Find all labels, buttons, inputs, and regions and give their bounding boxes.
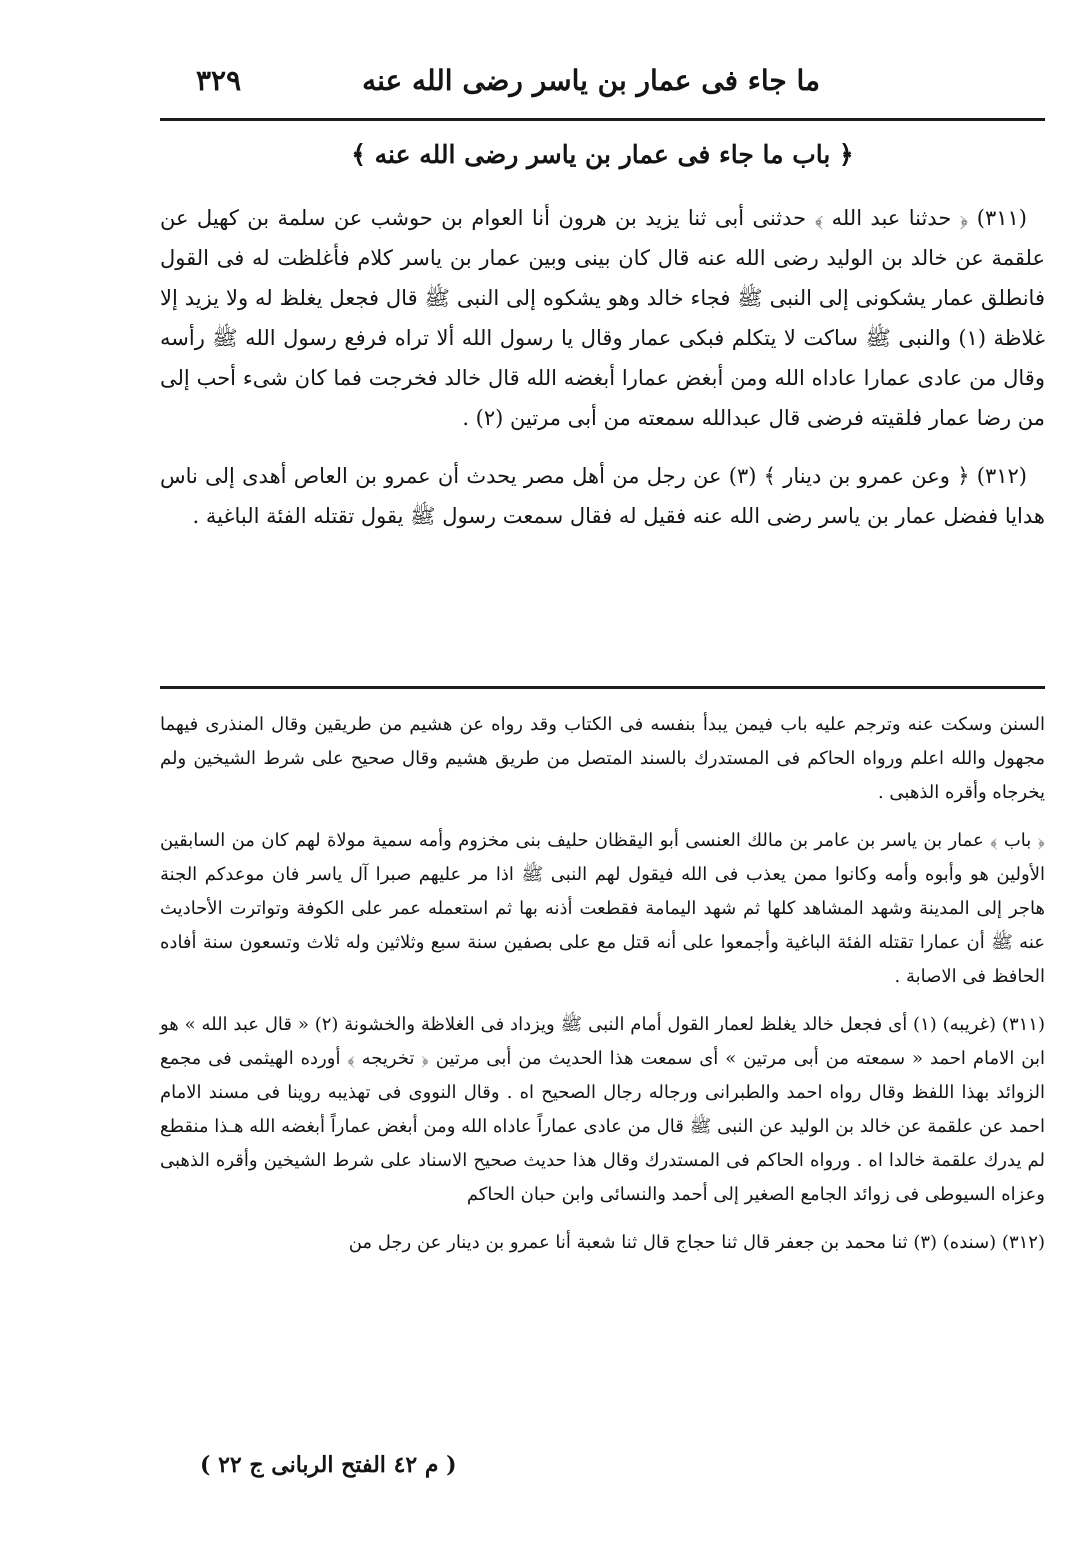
- footnotes: [160, 708, 1045, 1260]
- footnote-312: (٣١٢) (سنده) (٣) ثنا محمد بن جعفر قال ثنا حجاج قال ثنا شعبة أنا عمرو بن دينار عن رجل من: [348, 1232, 1045, 1253]
- chapter-title: ﴿ باب ما جاء فى عمار بن ياسر رضى الله عنه ﴾: [351, 140, 854, 169]
- footnote-311: (٣١١) (غريبه) (١) أى فجعل خالد يغلظ لعمار القول أمام النبى ﷺ ويزداد فى الغلاظة والخشونة (٢) « قال عبد الله » هو ابن الامام احمد « سمعته من أبى مرتين » أى سمعت هذا الحديث من أبى مرتين ﴿ تخريجه ﴾ أورده الهيثمى فى مجمع الزوائد بهذا اللفظ وقال رواه احمد والطبرانى ورجاله رجال الصحيح اه . وقال النووى فى تهذيبه روينا فى مسند الامام احمد عن علقمة عن خالد بن الوليد عن النبى ﷺ قال من عادى عماراً عاداه الله ومن أبغض عماراً أبغضه الله هـذا منقطع لم يدرك علقمة خالدا اه . ورواه الحاكم فى المستدرك وقال هذا حديث صحيح الاسناد على شرط الشيخين وأقره الذهبى وعزاه السيوطى فى زوائد الجامع الصغير إلى أحمد والنسائى وابن حبان الحاكم: [160, 1014, 1045, 1205]
- page-header: [160, 60, 1040, 110]
- main-text: [160, 198, 1045, 536]
- printer-signature: ( م ٤٢ الفتح الربانى ج ٢٢ ): [200, 1452, 457, 1478]
- footnote-bab-ammar: ﴿ باب ﴾ عمار بن ياسر بن عامر بن مالك العنسى أبو اليقظان حليف بنى مخزوم وأمه سمية مولاة لهم كان من السابقين الأولين هو وأبوه وأمه وكانوا ممن يعذب فى الله فيقول لهم النبى ﷺ اذا مر عليهم صبرا آل ياسر فان موعدكم الجنة هاجر إلى المدينة وشهد المشاهد كلها ثم شهد اليمامة فقطعت أذنه بها ثم استعمله عمر على الكوفة وتواترت الأحاديث عنه ﷺ أن عمارا تقتله الفئة الباغية وأجمعوا على أنه قتل مع على بصفين سنة سبع وثلاثين وله ثلاث وتسعون سنة أفاده الحافظ فى الاصابة .: [160, 830, 1045, 987]
- footnote-separator: [160, 686, 1045, 689]
- footnote-continuation: السنن وسكت عنه وترجم عليه باب فيمن يبدأ بنفسه فى الكتاب وقد رواه عن هشيم من طريقين وقال المنذرى فيهما مجهول والله اعلم ورواه الحاكم فى المستدرك بالسند المتصل من طريق هشيم وقال صحيح على شرط الشيخين ولم يخرجاه وأقره الذهبى .: [160, 714, 1045, 803]
- header-rule: [160, 118, 1045, 121]
- running-title: ما جاء فى عمار بن ياسر رضى الله عنه: [362, 64, 820, 97]
- hadith-312: (٣١٢) ﴿ وعن عمرو بن دينار ﴾ (٣) عن رجل من أهل مصر يحدث أن عمرو بن العاص أهدى إلى ناس هدايا ففضل عمار بن ياسر رضى الله عنه فقيل له فقال سمعت رسول ﷺ يقول تقتله الفئة الباغية .: [160, 464, 1045, 528]
- page-number: ٣٢٩: [196, 64, 242, 97]
- hadith-311: (٣١١) ﴿ حدثنا عبد الله ﴾ حدثنى أبى ثنا يزيد بن هرون أنا العوام بن حوشب عن سلمة بن كهيل عن علقمة عن خالد بن الوليد رضى الله عنه قال كان بينى وبين عمار بن ياسر كلام فأغلظت له فى القول فانطلق عمار يشكونى إلى النبى ﷺ فجاء خالد وهو يشكوه إلى النبى ﷺ قال فجعل يغلظ له ولا يزيد إلا غلاظة (١) والنبى ﷺ ساكت لا يتكلم فبكى عمار وقال يا رسول الله ألا تراه فرفع رسول الله ﷺ رأسه وقال من عادى عمارا عاداه الله ومن أبغض عمارا أبغضه الله قال خالد فخرجت فما كان شىء أحب إلى من رضا عمار فلقيته فرضى قال عبدالله سمعته من أبى مرتين (٢) .: [160, 206, 1045, 430]
